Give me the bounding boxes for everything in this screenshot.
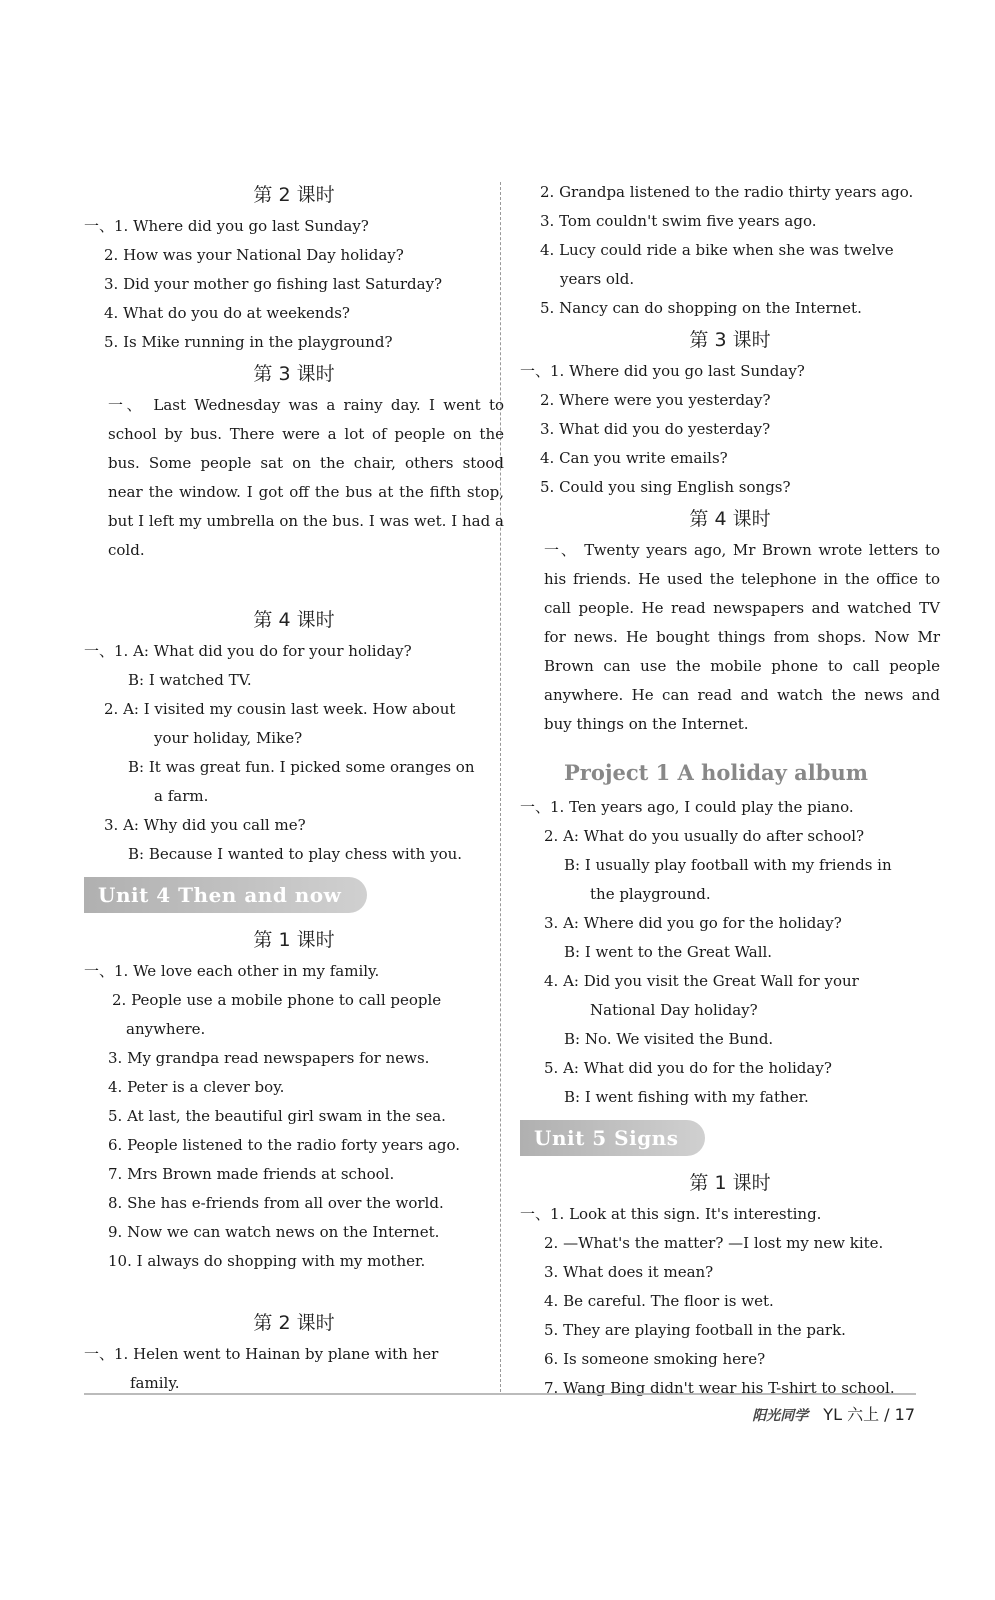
unit-5-banner: Unit 5 Signs <box>520 1120 705 1156</box>
answer-line: 3. A: Why did you call me? <box>104 816 306 834</box>
paragraph-answer: 一、 Twenty years ago, Mr Brown wrote letters to his friends. He used the telephone in the office to call people. He read newspapers and watched TV for news. He bought things from shops. Now Mr Brown can use the mobile phone to call people anywhere. He can read and watch the news and buy things on the Internet. <box>544 541 940 733</box>
answer-line: 8. She has e-friends from all over the world. <box>108 1194 444 1212</box>
answer-line: 一、1. Look at this sign. It's interesting. <box>520 1205 822 1223</box>
answer-line: 5. Nancy can do shopping on the Internet. <box>540 299 862 317</box>
lesson-3-heading: 第 3 课时 <box>253 363 335 385</box>
answer-line: 2. Grandpa listened to the radio thirty years ago. <box>540 183 914 201</box>
answer-line: 4. Lucy could ride a bike when she was twelve <box>540 241 894 259</box>
answer-line: 6. People listened to the radio forty years ago. <box>108 1136 461 1154</box>
answer-line: family. <box>130 1374 180 1392</box>
answer-line: B: No. We visited the Bund. <box>564 1030 774 1048</box>
lesson-2-heading: 第 2 课时 <box>253 184 335 206</box>
answer-line: 5. Is Mike running in the playground? <box>104 333 393 351</box>
u4-lesson-1-heading: 第 1 课时 <box>253 929 335 951</box>
answer-line: 4. What do you do at weekends? <box>104 304 350 322</box>
brand-logo: 阳光同学 <box>752 1408 809 1424</box>
answer-line: 3. A: Where did you go for the holiday? <box>544 914 842 932</box>
answer-line: the playground. <box>590 885 711 903</box>
answer-line: 7. Wang Bing didn't wear his T-shirt to school. <box>544 1379 895 1397</box>
answer-line: 2. —What's the matter? —I lost my new kite. <box>544 1234 884 1252</box>
u5-lesson-1-heading: 第 1 课时 <box>689 1172 771 1194</box>
answer-line: 7. Mrs Brown made friends at school. <box>108 1165 395 1183</box>
answer-line: 2. A: What do you usually do after school? <box>544 827 865 845</box>
answer-line: 4. Can you write emails? <box>540 449 728 467</box>
answer-line: a farm. <box>154 787 209 805</box>
answer-line: 2. People use a mobile phone to call people <box>112 991 442 1009</box>
answer-line: 9. Now we can watch news on the Internet. <box>108 1223 440 1241</box>
lesson-4-heading: 第 4 课时 <box>253 609 335 631</box>
answer-line: 一、1. Helen went to Hainan by plane with her <box>84 1345 439 1363</box>
answer-line: 2. A: I visited my cousin last week. How about <box>104 700 456 718</box>
u4-lesson-2-heading: 第 2 课时 <box>253 1312 335 1334</box>
answer-line: B: It was great fun. I picked some oranges on <box>128 758 475 776</box>
answer-line: 4. Peter is a clever boy. <box>108 1078 285 1096</box>
footer-rule <box>84 1393 916 1395</box>
answer-line: 5. A: What did you do for the holiday? <box>544 1059 832 1077</box>
page-number: YL 六上 / 17 <box>823 1405 915 1424</box>
answer-line: B: Because I wanted to play chess with you. <box>128 845 463 863</box>
answer-line: 2. How was your National Day holiday? <box>104 246 404 264</box>
unit-4-banner: Unit 4 Then and now <box>84 877 367 913</box>
answer-line: 5. They are playing football in the park. <box>544 1321 846 1339</box>
answer-line: years old. <box>560 270 635 288</box>
paragraph-answer: 一、 Last Wednesday was a rainy day. I went to school by bus. There were a lot of people on the bus. Some people sat on the chair, others stood near the window. I got off the bus at the fifth stop, but I left my umbrella on the bus. I was wet. I had a cold. <box>108 396 504 559</box>
page-footer <box>752 1402 915 1425</box>
answer-line: 10. I always do shopping with my mother. <box>108 1252 426 1270</box>
answer-line: 一、1. Where did you go last Sunday? <box>520 362 805 380</box>
answer-line: 3. My grandpa read newspapers for news. <box>108 1049 430 1067</box>
lesson-3-heading: 第 3 课时 <box>689 329 771 351</box>
answer-line: 一、1. A: What did you do for your holiday? <box>84 642 412 660</box>
lesson-4-heading: 第 4 课时 <box>689 508 771 530</box>
right-column <box>520 178 940 1403</box>
answer-line: 4. A: Did you visit the Great Wall for your <box>544 972 859 990</box>
answer-line: 4. Be careful. The floor is wet. <box>544 1292 774 1310</box>
answer-line: National Day holiday? <box>590 1001 758 1019</box>
answer-line: 5. At last, the beautiful girl swam in the sea. <box>108 1107 446 1125</box>
answer-line: 3. Tom couldn't swim five years ago. <box>540 212 817 230</box>
left-column <box>84 178 504 1398</box>
answer-line: 2. Where were you yesterday? <box>540 391 771 409</box>
answer-line: 3. What did you do yesterday? <box>540 420 771 438</box>
answer-line: 3. What does it mean? <box>544 1263 714 1281</box>
answer-line: your holiday, Mike? <box>154 729 303 747</box>
project-heading: Project 1 A holiday album <box>564 760 868 785</box>
answer-line: 一、1. Where did you go last Sunday? <box>84 217 369 235</box>
answer-line: 3. Did your mother go fishing last Saturday? <box>104 275 443 293</box>
answer-line: B: I went fishing with my father. <box>564 1088 809 1106</box>
answer-line: B: I went to the Great Wall. <box>564 943 773 961</box>
answer-line: 一、1. Ten years ago, I could play the piano. <box>520 798 854 816</box>
answer-line: 一、1. We love each other in my family. <box>84 962 380 980</box>
answer-line: anywhere. <box>126 1020 206 1038</box>
answer-line: 6. Is someone smoking here? <box>544 1350 766 1368</box>
answer-line: B: I usually play football with my friends in <box>564 856 892 874</box>
answer-line: B: I watched TV. <box>128 671 252 689</box>
answer-line: 5. Could you sing English songs? <box>540 478 791 496</box>
